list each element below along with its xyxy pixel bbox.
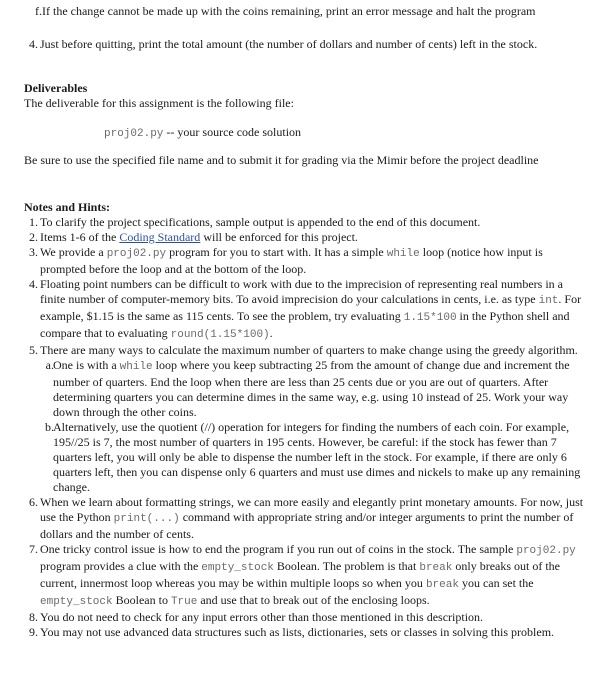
note-item-1 (29, 215, 588, 230)
inline-code: while (119, 361, 153, 373)
list-marker: 8. (29, 610, 38, 624)
list-item-4 (29, 37, 590, 52)
note-item-3 (29, 245, 588, 277)
deliverables-intro: The deliverable for this assignment is the following file: (24, 96, 294, 110)
list-marker: 7. (29, 542, 38, 556)
inline-code: int (538, 295, 559, 307)
inline-code: round(1.15*100) (170, 329, 270, 341)
list-item-f (35, 4, 590, 19)
notes-heading: Notes and Hints: (24, 200, 111, 214)
coding-standard-link[interactable]: Coding Standard (119, 230, 201, 244)
list-marker: a. (45, 358, 54, 372)
note-text: only breaks out of the current, innermost loop whereas you may be within multiple loops so when you (40, 559, 561, 590)
inline-code: empty_stock (201, 562, 274, 574)
note-item-5 (29, 343, 588, 495)
note-item-8 (29, 610, 588, 625)
note-item-7 (29, 542, 588, 610)
list-marker: 4. (29, 277, 38, 291)
list-item-text: If the change cannot be made up with the coins remaining, print an error message and halt the program (42, 4, 536, 18)
deliverables-heading: Deliverables (24, 81, 88, 95)
list-marker: 9. (29, 625, 38, 639)
deliverables-note (24, 153, 584, 168)
list-item-text: Just before quitting, print the total amount (the number of dollars and number of cents) left in the stock. (40, 37, 538, 51)
note-text: We provide a (40, 245, 107, 259)
note-text: One tricky control issue is how to end the program if you run out of coins in the stock. The sample (40, 542, 517, 556)
note-text: Items 1-6 of the (40, 230, 120, 244)
inline-code: proj02.py (106, 248, 167, 260)
note-text: command with appropriate string and/or integer arguments to print the number of dollars and the number of cents. (40, 510, 574, 541)
note-text: in the Python shell and compare that to evaluating (40, 309, 570, 340)
list-marker: b. (45, 420, 54, 434)
note-item-5a (45, 358, 588, 420)
deliverables-note-text: Be sure to use the specified file name and to submit it for grading via the Mimir before the project deadline (24, 153, 539, 167)
note-text: will be enforced for this project. (200, 230, 358, 244)
note-text: and use that to break out of the enclosing loops. (197, 593, 430, 607)
note-text: You do not need to check for any input errors other than those mentioned in this description. (40, 610, 484, 624)
deliverables-section (24, 81, 584, 111)
notes-section (24, 200, 589, 215)
note-item-6 (29, 495, 588, 542)
inline-code: break (419, 562, 453, 574)
list-marker: 1. (29, 215, 38, 229)
note-item-2 (29, 230, 588, 245)
note-text: Floating point numbers can be difficult to work with due to the imprecision of representing real numbers in a finite number of computer-memory bits. To avoid imprecision do your calculations in cents, i.e. as type (40, 277, 563, 306)
inline-code: while (386, 248, 420, 260)
deliverable-filename: proj02.py (104, 128, 164, 140)
note-text: loop (notice how input is prompted before the loop and at the bottom of the loop. (40, 245, 543, 276)
note-text: One is with a (53, 358, 120, 372)
inline-code: 1.15*100 (403, 312, 457, 324)
note-text: Boolean. The problem is that (273, 559, 420, 573)
note-text: Boolean to (112, 593, 171, 607)
note-item-9 (29, 625, 588, 640)
note-text: You may not use advanced data structures such as lists, dictionaries, sets or classes in solving this problem. (40, 625, 555, 639)
note-text: There are many ways to calculate the maximum number of quarters to make change using the greedy algorithm. (40, 343, 578, 357)
notes-list (29, 215, 588, 640)
inline-code: proj02.py (516, 545, 576, 557)
note-text: To clarify the project specifications, sample output is appended to the end of this document. (40, 215, 481, 229)
list-marker: 3. (29, 245, 38, 259)
note-text: program for you to start with. It has a simple (166, 245, 387, 259)
list-marker: f. (35, 4, 42, 18)
list-marker: 2. (29, 230, 38, 244)
note-text: . (269, 326, 273, 340)
deliverable-file-desc: -- your source code solution (163, 125, 302, 139)
note-text: When we learn about formatting strings, we can more easily and elegantly print monetary amounts. For now, just use the Python (40, 495, 584, 524)
note-text: . For example, $1.15 is the same as 115 cents. To see the problem, try evaluating (40, 292, 582, 323)
inline-code: True (170, 596, 198, 608)
note-item-4 (29, 277, 588, 343)
inline-code: empty_stock (40, 596, 113, 608)
deliverable-file-line (104, 125, 584, 142)
note-text: you can set the (458, 576, 534, 590)
note-text: Alternatively, use the quotient (//) operation for integers for finding the numbers of each coin. For example, 195//25 is 7, the most number of quarters in 195 cents. However, be careful: if the stock has fewer than 7 quarters left, you will only be able to dispense the number left in the stock. For example, if there are only 6 quarters left, then you can dispense only 6 quarters and must use dimes and nickels to make up any remaining change. (53, 420, 581, 494)
note-text: loop where you keep subtracting 25 from the amount of change due and increment the number of quarters. End the loop when there are less than 25 cents due or you are out of quarters. After determining quarters you can determine dimes in the same way, e.g. using 10 instead of 25. Work your way down through the other coins. (53, 358, 570, 419)
note-5-sublist (45, 358, 588, 495)
inline-code: break (425, 579, 459, 591)
note-text: program provides a clue with the (40, 559, 202, 573)
list-marker: 5. (29, 343, 38, 357)
inline-code: print(...) (113, 513, 180, 525)
list-marker: 6. (29, 495, 38, 509)
previous-list-tail (35, 4, 590, 19)
note-item-5b (45, 420, 588, 495)
list-marker: 4. (29, 37, 38, 51)
